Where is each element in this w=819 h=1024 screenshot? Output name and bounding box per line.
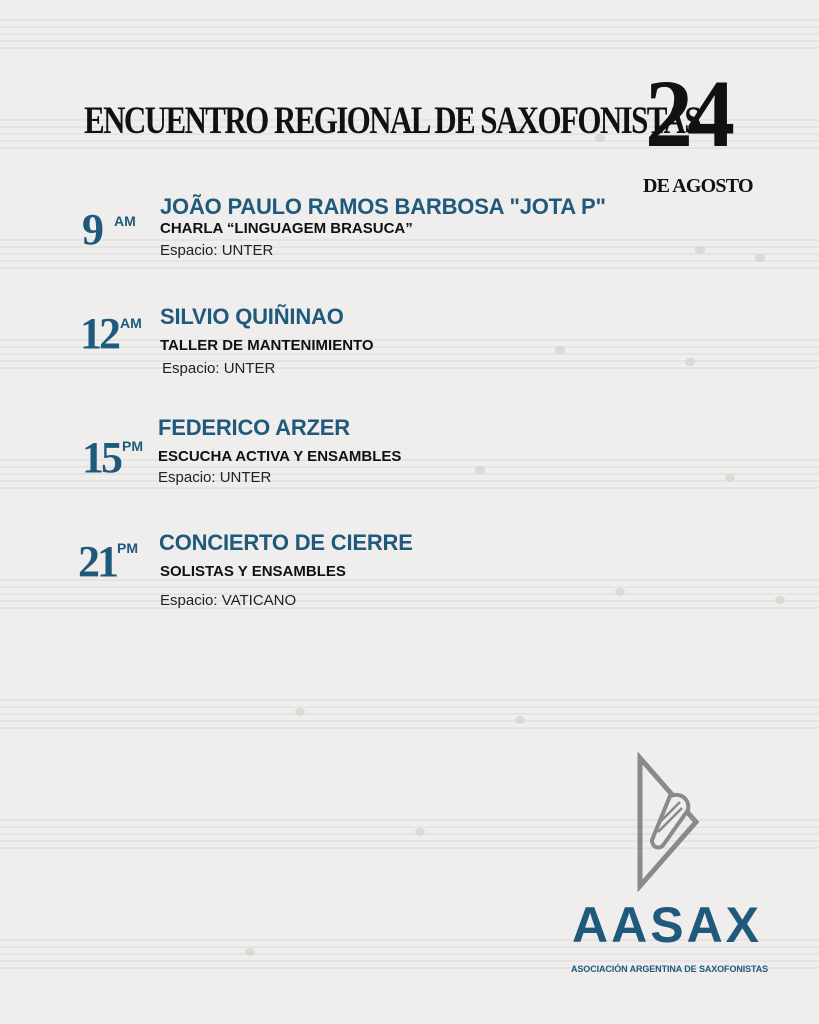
event-venue: Espacio: UNTER <box>158 469 272 486</box>
event-speaker: FEDERICO ARZER <box>158 415 350 440</box>
event-speaker: SILVIO QUIÑINAO <box>160 304 344 329</box>
event-speaker: CONCIERTO DE CIERRE <box>159 530 413 555</box>
event-hour: 15 <box>82 433 120 482</box>
event-venue: Espacio: UNTER <box>160 242 274 259</box>
event-subtitle: ESCUCHA ACTIVA Y ENSAMBLES <box>158 448 402 465</box>
logo-wordmark: AASAX <box>572 897 763 953</box>
event-subtitle: SOLISTAS Y ENSAMBLES <box>160 563 346 580</box>
event-hour: 21 <box>78 537 116 586</box>
logo-tagline: ASOCIACIÓN ARGENTINA DE SAXOFONISTAS <box>571 964 769 974</box>
event-hour-suffix: PM <box>122 438 143 454</box>
event-subtitle: CHARLA “LINGUAGEM BRASUCA” <box>160 220 413 237</box>
event-subtitle: TALLER DE MANTENIMIENTO <box>160 337 374 354</box>
event-speaker: JOÃO PAULO RAMOS BARBOSA "JOTA P" <box>160 194 606 219</box>
event-venue: Espacio: UNTER <box>162 360 276 377</box>
event-hour-suffix: AM <box>114 213 136 229</box>
event-venue: Espacio: VATICANO <box>160 592 297 609</box>
event-hour-suffix: AM <box>120 315 142 331</box>
saxophone-reed-icon <box>630 752 702 892</box>
event-title: ENCUENTRO REGIONAL DE SAXOFONISTAS <box>84 98 700 142</box>
event-hour-suffix: PM <box>117 540 138 556</box>
date-month: DE AGOSTO <box>643 175 753 197</box>
event-hour: 12 <box>80 309 118 358</box>
date-day: 24 <box>645 60 729 167</box>
event-hour: 9 <box>82 205 101 254</box>
